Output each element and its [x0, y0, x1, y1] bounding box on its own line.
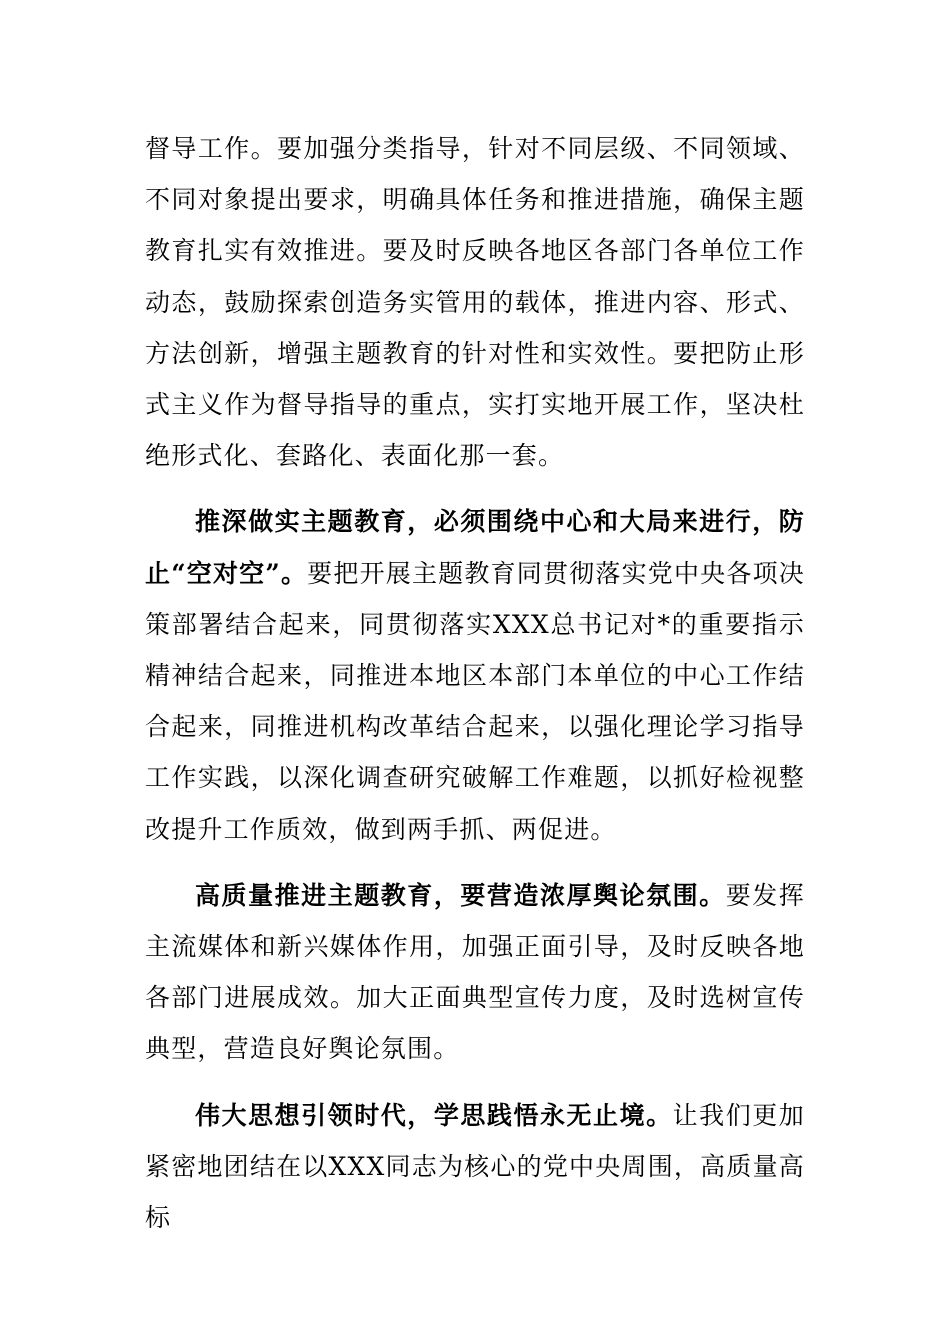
- paragraph-4-heading: 伟大思想引领时代，学思践悟永无止境。: [195, 1100, 673, 1130]
- paragraph-3-heading: 高质量推进主题教育，要营造浓厚舆论氛围。: [195, 880, 726, 910]
- paragraph-2-heading: 推深做实主题教育，必须围绕中心和大局来进行，防止“空对空”。: [145, 507, 805, 588]
- document-page: [145, 123, 805, 1243]
- paragraph-3: [145, 870, 805, 1075]
- paragraph-2: [145, 496, 805, 854]
- paragraph-1: [145, 123, 805, 481]
- paragraph-3-text: 要发挥主流媒体和新兴媒体作用，加强正面引导，及时反映各地各部门进展成效。加大正面典型宣传力度，及时选树宣传典型，营造良好舆论氛围。: [145, 880, 805, 1064]
- paragraph-2-text: 要把开展主题教育同贯彻落实党中央各项决策部署结合起来，同贯彻落实XXX总书记对*的重要指示精神结合起来，同推进本地区本部门本单位的中心工作结合起来，同推进机构改革结合起来，以强化理论学习指导工作实践，以深化调查研究破解工作难题，以抓好检视整改提升工作质效，做到两手抓、两促进。: [145, 558, 805, 844]
- paragraph-4-text: 让我们更加紧密地团结在以XXX同志为核心的党中央周围，高质量高标: [145, 1100, 805, 1233]
- paragraph-4: [145, 1090, 805, 1244]
- paragraph-1-text: 督导工作。要加强分类指导，针对不同层级、不同领域、不同对象提出要求，明确具体任务和推进措施，确保主题教育扎实有效推进。要及时反映各地区各部门各单位工作动态，鼓励探索创造务实管用的载体，推进内容、形式、方法创新，增强主题教育的针对性和实效性。要把防止形式主义作为督导指导的重点，实打实地开展工作，坚决杜绝形式化、套路化、表面化那一套。: [145, 134, 805, 471]
